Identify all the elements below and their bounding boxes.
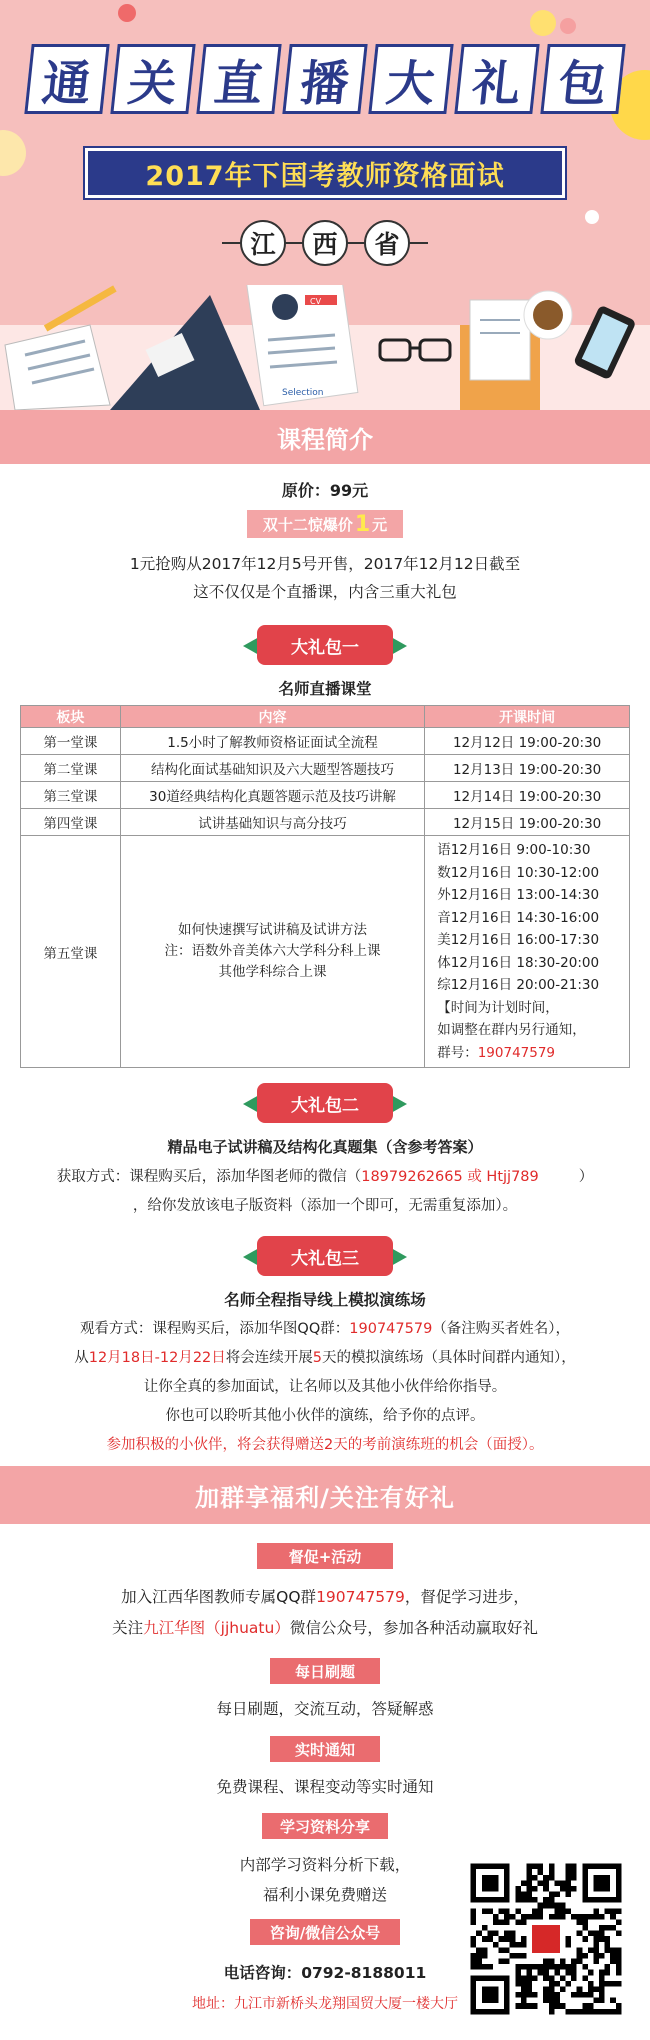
time-slot: 综12月16日 20:00-21:30 — [437, 977, 600, 993]
province-char: 江 — [240, 220, 286, 266]
lesson-content — [120, 836, 424, 1068]
dates-suffix: 天的模拟演练场（具体时间群内通知）， — [322, 1350, 576, 1366]
benefit-materials-line2: 福利小课免费赠送 — [262, 1886, 387, 1904]
lesson-time: 12月14日 19:00-20:30 — [425, 782, 630, 809]
wechat-line-suffix: 微信公众号，参加各种活动赢取好礼 — [289, 1619, 538, 1637]
lesson-time: 12月15日 19:00-20:30 — [425, 809, 630, 836]
benefit-notice-line: 免费课程、课程变动等实时通知 — [216, 1778, 434, 1796]
desk-illustration — [0, 285, 650, 410]
table-row — [21, 728, 630, 755]
group-label: 群号： — [437, 1044, 478, 1061]
schedule-table — [20, 705, 630, 1068]
pack-3-line4: 你也可以聆听其他小伙伴的演练，给予你的点评。 — [165, 1408, 485, 1424]
lesson-content-line: 如何快速撰写试讲稿及试讲方法 — [178, 922, 368, 938]
section-title-intro: 课程简介 — [0, 410, 650, 464]
table-header-row — [21, 706, 630, 728]
pack-3-method — [0, 1317, 650, 1338]
lesson-content: 结构化面试基础知识及六大题型答题技巧 — [120, 755, 424, 782]
wechat-id: 18979262665 或 Htjj789 — [361, 1169, 539, 1185]
schedule-note: 如调整在群内另行通知， — [437, 1022, 586, 1038]
time-slot: 外12月16日 13:00-14:30 — [437, 887, 600, 903]
column-header: 开课时间 — [425, 706, 630, 728]
benefit-tag-contact: 咨询/微信公众号 — [250, 1919, 400, 1945]
benefit-qq: 190747579 — [316, 1588, 405, 1606]
contact-address: 地址：九江市新桥头龙翔国贸大厦一楼大厅 — [192, 1996, 458, 2012]
pack-2-method — [0, 1165, 650, 1186]
qq-group: 190747579 — [349, 1321, 433, 1337]
schedule-note: 【时间为计划时间， — [437, 999, 559, 1016]
intro-description: 这不仅仅是个直播课，内含三重大礼包 — [193, 583, 457, 601]
title-char: 礼 — [454, 44, 539, 114]
dates-mid: 将会连续开展 — [225, 1350, 313, 1366]
qq-line-prefix: 加入江西华图教师专属QQ群 — [121, 1588, 317, 1606]
main-title — [28, 44, 622, 114]
dates-prefix: 从 — [74, 1350, 89, 1366]
title-char: 关 — [110, 44, 195, 114]
title-char: 播 — [282, 44, 367, 114]
province-char: 西 — [302, 220, 348, 266]
pack-3-method-prefix: 观看方式：课程购买后，添加华图QQ群： — [79, 1321, 350, 1337]
gift-pack-3-tag — [245, 1236, 405, 1276]
province-badge — [240, 215, 410, 271]
gift-pack-2-tag — [245, 1083, 405, 1123]
gift-pack-1-label: 大礼包一 — [257, 625, 393, 665]
lesson-content: 试讲基础知识与高分技巧 — [120, 809, 424, 836]
lesson-block: 第四堂课 — [21, 809, 121, 836]
group-number: 190747579 — [477, 1044, 556, 1061]
subtitle-banner: 2017年下国考教师资格面试 — [85, 148, 565, 198]
wechat-line-prefix: 关注 — [112, 1619, 144, 1637]
selection-label: Selection — [282, 388, 324, 398]
pack-2-title: 精品电子试讲稿及结构化真题集（含参考答案） — [167, 1138, 483, 1156]
gift-pack-3-label: 大礼包三 — [257, 1236, 393, 1276]
pack-1-title: 名师直播课堂 — [278, 680, 372, 698]
lesson-content: 30道经典结构化真题答题示范及技巧讲解 — [120, 782, 424, 809]
benefit-wechat-line — [0, 1616, 650, 1638]
lesson-block: 第一堂课 — [21, 728, 121, 755]
promo-suffix: 元 — [372, 515, 388, 534]
table-row — [21, 782, 630, 809]
promo-prefix: 双十二惊爆价 — [262, 515, 353, 534]
benefit-qq-line — [0, 1585, 650, 1607]
time-slot: 数12月16日 10:30-12:00 — [437, 864, 600, 881]
lesson-content-line: 其他学科综合上课 — [218, 964, 327, 980]
benefit-tag-activity: 督促+活动 — [257, 1543, 393, 1569]
pack-3-method-suffix: （备注购买者姓名）， — [432, 1321, 571, 1337]
time-slot: 语12月16日 9:00-10:30 — [437, 842, 591, 858]
column-header: 内容 — [120, 706, 424, 728]
lesson-content: 1.5小时了解教师资格证面试全流程 — [120, 728, 424, 755]
lesson-block: 第五堂课 — [21, 836, 121, 1068]
time-slot: 音12月16日 14:30-16:00 — [437, 909, 600, 926]
benefit-daily-line: 每日刷题，交流互动，答疑解惑 — [216, 1700, 434, 1718]
benefit-tag-materials: 学习资料分享 — [262, 1813, 388, 1839]
hero-banner — [0, 0, 650, 410]
gift-pack-1-tag — [245, 625, 405, 665]
contact-phone: 电话咨询：0792-8188011 — [223, 1964, 427, 1982]
cv-label: CV — [310, 297, 322, 306]
pack-2-note: ，给你发放该电子版资料（添加一个即可，无需重复添加）。 — [132, 1198, 518, 1214]
benefit-materials-line1: 内部学习资料分析下载， — [239, 1856, 411, 1874]
pack-2-method-suffix: ） — [578, 1169, 594, 1185]
time-slot: 体12月16日 18:30-20:00 — [437, 954, 600, 971]
province-char: 省 — [364, 220, 410, 266]
original-price: 原价：99元 — [281, 481, 369, 500]
title-char: 通 — [24, 44, 109, 114]
pack-3-line3: 让你全真的参加面试，让名师以及其他小伙伴给你指导。 — [143, 1379, 507, 1395]
table-row — [21, 809, 630, 836]
promo-price-badge — [247, 510, 403, 538]
wechat-account: 九江华图（jjhuatu） — [143, 1619, 290, 1637]
lesson-time: 12月13日 19:00-20:30 — [425, 755, 630, 782]
practice-dates: 12月18日-12月22日 — [88, 1350, 226, 1366]
group-number-line — [437, 1042, 629, 1065]
title-char: 大 — [368, 44, 453, 114]
lesson-content-line: 注：语数外音美体六大学科分科上课 — [164, 943, 381, 959]
title-char: 直 — [196, 44, 281, 114]
column-header: 板块 — [21, 706, 121, 728]
pack-3-dates — [0, 1346, 650, 1367]
wechat-qr-code[interactable] — [465, 1858, 627, 2020]
qq-line-suffix: ，督促学习进步， — [404, 1588, 529, 1606]
benefit-tag-daily: 每日刷题 — [270, 1658, 380, 1684]
benefit-tag-notice: 实时通知 — [270, 1736, 380, 1762]
lesson-time: 12月12日 19:00-20:30 — [425, 728, 630, 755]
lesson-block: 第二堂课 — [21, 755, 121, 782]
table-row — [21, 755, 630, 782]
title-char: 包 — [540, 44, 625, 114]
practice-days: 5 — [312, 1350, 323, 1366]
pack-3-bonus: 参加积极的小伙伴，将会获得赠送2天的考前演练班的机会（面授）。 — [106, 1437, 544, 1453]
sale-period: 1元抢购从2017年12月5号开售，2017年12月12日截至 — [129, 555, 521, 573]
pack-2-method-prefix: 获取方式：课程购买后，添加华图老师的微信（ — [56, 1169, 362, 1185]
lesson-block: 第三堂课 — [21, 782, 121, 809]
pack-3-title: 名师全程指导线上模拟演练场 — [224, 1291, 426, 1309]
time-slot: 美12月16日 16:00-17:30 — [437, 932, 600, 948]
lesson-time-slots — [425, 836, 630, 1068]
promo-price: 1 — [354, 511, 371, 537]
table-row — [21, 836, 630, 1068]
gift-pack-2-label: 大礼包二 — [257, 1083, 393, 1123]
section-title-benefits: 加群享福利/关注有好礼 — [0, 1466, 650, 1524]
